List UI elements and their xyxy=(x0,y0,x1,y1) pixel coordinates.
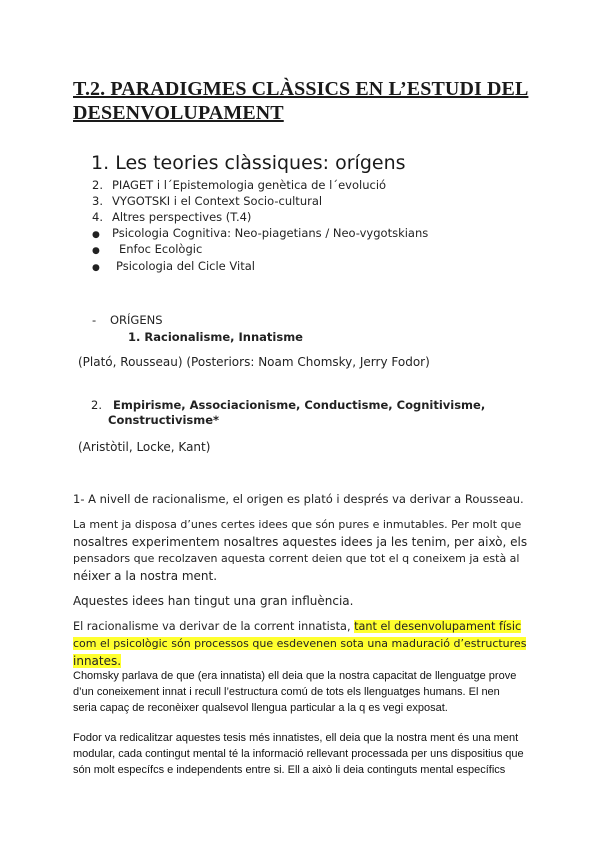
section-title: Les teories clàssiques: orígens xyxy=(115,152,406,174)
origens-text: ORÍGENS xyxy=(110,313,163,327)
origens-item-2-authors: (Aristòtil, Locke, Kant) xyxy=(78,440,211,454)
paragraph-line xyxy=(73,637,526,650)
document-title-line-2: DESENVOLUPAMENT xyxy=(73,102,284,124)
outline-text: PIAGET i l´Epistemologia genètica de l´evolució xyxy=(112,178,387,192)
outline-item xyxy=(92,210,252,224)
origens-item-2-number: 2. xyxy=(91,398,102,412)
outline-text: Altres perspectives (T.4) xyxy=(112,210,252,224)
paragraph-line: Chomsky parlava de que (era innatista) ell deia que la nostra capacitat de llenguatge prove xyxy=(73,670,517,682)
origens-item-2-title-line-2: Constructivisme* xyxy=(108,413,220,427)
dash-marker: - xyxy=(92,313,97,327)
highlighted-text: tant el desenvolupament físic xyxy=(354,620,522,633)
outline-text: Psicologia Cognitiva: Neo-piagetians / Neo-vygotskians xyxy=(112,226,429,240)
origens-item-2 xyxy=(91,398,486,412)
section-heading xyxy=(91,152,406,174)
paragraph-line: nosaltres experimentem nosaltres aquestes idees ja les tenim, per això, els xyxy=(73,535,528,549)
outline-text: Enfoc Ecològic xyxy=(119,242,203,256)
paragraph-text: El racionalisme va derivar de la corrent innatista, xyxy=(73,620,355,633)
outline-item xyxy=(92,242,203,256)
paragraph-line: modular, cada contingut mental té la informació rellevant processada per uns dispositius que xyxy=(73,748,524,760)
outline-text: Psicologia del Cicle Vital xyxy=(116,259,255,273)
outline-text: VYGOTSKI i el Context Socio-cultural xyxy=(112,194,323,208)
outline-marker: 3. xyxy=(92,194,103,208)
bullet-icon: ● xyxy=(92,246,100,256)
paragraph-line: La ment ja disposa d’unes certes idees que són pures e inmutables. Per molt que xyxy=(73,518,522,531)
origens-item-1-authors: (Plató, Rousseau) (Posteriors: Noam Chomsky, Jerry Fodor) xyxy=(78,355,430,369)
paragraph-influencia: Aquestes idees han tingut una gran influència. xyxy=(73,594,354,608)
origens-item-1-number: 1. xyxy=(128,330,141,344)
origens-item-2-title-line-1: Empirisme, Associacionisme, Conductisme, Cognitivisme, xyxy=(113,398,486,412)
origens-item-1 xyxy=(128,330,303,344)
origens-item-1-title: Racionalisme, Innatisme xyxy=(144,330,303,344)
paragraph-line: Fodor va redicalitzar aquestes tesis més innatistes, ell deia que la nostra ment és una ment xyxy=(73,732,519,744)
outline-marker: 2. xyxy=(92,178,103,192)
bullet-icon: ● xyxy=(92,263,100,273)
document-title-line-1: T.2. PARADIGMES CLÀSSICS EN L’ESTUDI DEL xyxy=(73,78,529,100)
paragraph-line xyxy=(73,654,121,668)
paragraph-line: néixer a la nostra ment. xyxy=(73,569,218,583)
paragraph-line: seria capaç de reconèixer qualsevol llengua particular a la q es vegi exposat. xyxy=(73,702,448,714)
outline-item xyxy=(92,194,323,208)
outline-marker: 4. xyxy=(92,210,103,224)
origens-label xyxy=(92,313,163,327)
paragraph-line: pensadors que recolzaven aquesta corrent deien que tot el q coneixem ja està al xyxy=(73,552,520,565)
paragraph-racionalisme-origin: 1- A nivell de racionalisme, el origen es plató i després va derivar a Rousseau. xyxy=(73,492,524,506)
outline-item xyxy=(92,259,255,273)
outline-item xyxy=(92,178,387,192)
bullet-icon: ● xyxy=(92,230,100,240)
highlighted-text: innates. xyxy=(73,654,122,668)
highlighted-text: com el psicològic són processos que esdevenen sota una maduració d’estructures xyxy=(73,637,527,650)
paragraph-line: són molt específcs e independents entre si. Ell a això li deia continguts mental específics xyxy=(73,764,506,776)
section-number: 1. xyxy=(91,152,110,174)
paragraph-line xyxy=(73,620,521,633)
outline-item xyxy=(92,226,429,240)
paragraph-line: d’un coneixement innat i recull l’estructura comú de tots els llenguatges humans. El nen xyxy=(73,686,500,698)
